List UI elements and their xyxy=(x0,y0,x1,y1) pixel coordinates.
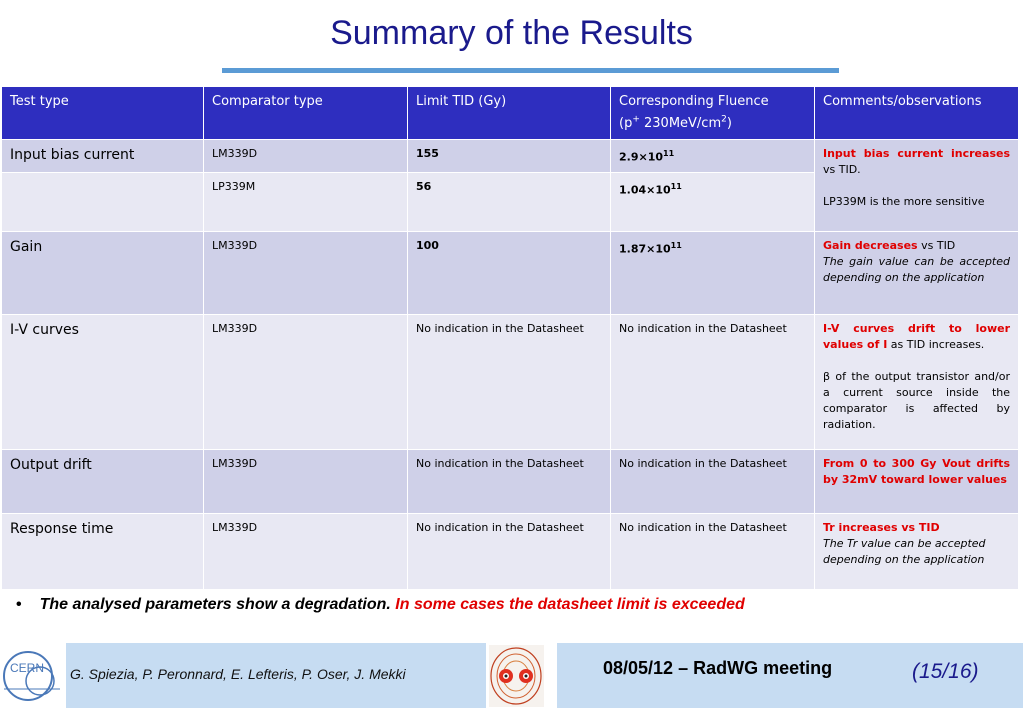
cern-logo xyxy=(0,643,66,708)
table-row xyxy=(2,314,1019,449)
cell-limit: 100 xyxy=(408,231,611,314)
cell-comment: I-V curves drift to lower values of I as TID increases. β of the output transistor and/or a current source inside the comparator is affected by radiation. xyxy=(815,314,1019,449)
cell-comparator: LM339D xyxy=(204,140,408,173)
title-underline xyxy=(222,68,839,73)
bullet-black-text: The analysed parameters show a degradation. xyxy=(39,596,396,613)
table-row xyxy=(2,449,1019,513)
cell-comparator: LM339D xyxy=(204,314,408,449)
conclusion-bullet xyxy=(16,596,745,614)
cell-limit: 56 xyxy=(408,172,611,231)
cell-comment: Input bias current increases vs TID. LP339M is the more sensitive xyxy=(815,140,1019,232)
header-fluence xyxy=(611,87,815,140)
cell-limit: No indication in the Datasheet xyxy=(408,314,611,449)
cell-test-type: Input bias current xyxy=(2,140,204,173)
header-limit-tid: Limit TID (Gy) xyxy=(408,87,611,140)
cell-fluence: No indication in the Datasheet xyxy=(611,314,815,449)
cell-comparator: LM339D xyxy=(204,449,408,513)
header-comparator-type: Comparator type xyxy=(204,87,408,140)
lhc-magnet-image xyxy=(489,645,544,707)
table-header-row xyxy=(2,87,1019,140)
cell-test-type: I-V curves xyxy=(2,314,204,449)
page-title: Summary of the Results xyxy=(330,14,693,52)
table-row xyxy=(2,140,1019,173)
cell-test-type: Output drift xyxy=(2,449,204,513)
table-row xyxy=(2,513,1019,589)
cell-fluence: $1.04\times 10^{11}$ xyxy=(611,172,815,231)
cell-comment: From 0 to 300 Gy Vout drifts by 32mV toward lower values xyxy=(815,449,1019,513)
cell-comparator: LM339D xyxy=(204,513,408,589)
cell-fluence: $2.9\times 10^{11}$ xyxy=(611,140,815,173)
results-table xyxy=(1,86,1019,590)
cell-test-type: Gain xyxy=(2,231,204,314)
meeting-date: 08/05/12 – RadWG meeting xyxy=(603,658,833,678)
bullet-red-text: In some cases the datasheet limit is exceeded xyxy=(395,596,745,613)
authors-text: G. Spiezia, P. Peronnard, E. Lefteris, P. Oser, J. Mekki xyxy=(70,666,406,682)
bullet-symbol: • xyxy=(16,596,22,613)
cell-limit: 155 xyxy=(408,140,611,173)
svg-text:CERN: CERN xyxy=(10,661,45,675)
header-fluence-line1: Corresponding Fluence xyxy=(619,94,769,109)
table-row xyxy=(2,231,1019,314)
cell-test-type: Response time xyxy=(2,513,204,589)
cell-limit: No indication in the Datasheet xyxy=(408,513,611,589)
page-number: (15/16) xyxy=(912,660,979,683)
cell-comment: Tr increases vs TID The Tr value can be accepted depending on the application xyxy=(815,513,1019,589)
cell-fluence: No indication in the Datasheet xyxy=(611,449,815,513)
cell-limit: No indication in the Datasheet xyxy=(408,449,611,513)
cell-comment: Gain decreases vs TID The gain value can be accepted depending on the application xyxy=(815,231,1019,314)
cell-comparator: LP339M xyxy=(204,172,408,231)
cell-comparator: LM339D xyxy=(204,231,408,314)
header-comments: Comments/observations xyxy=(815,87,1019,140)
cell-fluence: No indication in the Datasheet xyxy=(611,513,815,589)
cell-test-type xyxy=(2,172,204,231)
header-fluence-line2: (p+ $230MeV/cm^2$) xyxy=(619,115,732,132)
cell-fluence: $1.87\times 10^{11}$ xyxy=(611,231,815,314)
header-test-type: Test type xyxy=(2,87,204,140)
